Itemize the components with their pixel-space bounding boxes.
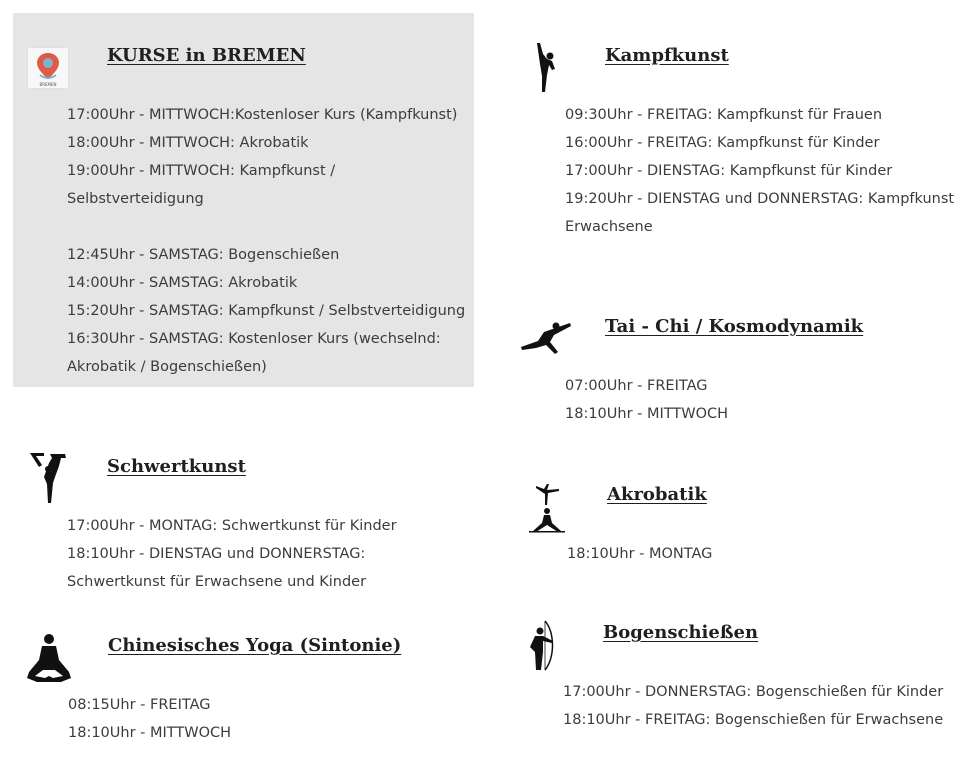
schedule-item: 14:00Uhr - SAMSTAG: Akrobatik [67, 275, 298, 291]
schedule-item: 16:30Uhr - SAMSTAG: Kostenloser Kurs (wechselnd: Akrobatik / Bogenschießen) [67, 331, 441, 375]
schedule-item: 16:00Uhr - FREITAG: Kampfkunst für Kinder [565, 135, 880, 151]
schedule-item: 07:00Uhr - FREITAG [565, 378, 708, 394]
schwertkunst-schedule [67, 512, 467, 596]
kurse-bremen-schedule [67, 101, 467, 381]
schedule-spacer [67, 213, 467, 241]
archer-silhouette-icon [527, 620, 563, 672]
akrobatik-schedule [567, 540, 947, 568]
bogenschiessen-schedule [563, 678, 958, 734]
bogenschiessen-title[interactable]: Bogenschießen [603, 622, 759, 643]
schedule-item: 09:30Uhr - FREITAG: Kampfkunst für Frauen [565, 107, 883, 123]
schedule-item: 19:00Uhr - MITTWOCH: Kampfkunst / Selbstverteidigung [67, 163, 336, 207]
schedule-item: 18:10Uhr - MONTAG [567, 546, 713, 562]
logo-caption: BREMEN [39, 82, 57, 87]
schedule-item: 18:00Uhr - MITTWOCH: Akrobatik [67, 135, 309, 151]
schedule-item: 19:20Uhr - DIENSTAG und DONNERSTAG: Kampfkunst Erwachsene [565, 191, 955, 235]
leg-stretch-silhouette-icon [28, 451, 68, 505]
meditation-silhouette-icon [25, 632, 73, 684]
schedule-item: 17:00Uhr - MITTWOCH:Kostenloser Kurs (Kampfkunst) [67, 107, 458, 123]
kampfkunst-schedule [565, 101, 955, 241]
schedule-item: 08:15Uhr - FREITAG [68, 697, 211, 713]
high-kick-silhouette-icon [531, 42, 561, 94]
acrobat-balance-silhouette-icon [527, 481, 567, 533]
akrobatik-title[interactable]: Akrobatik [607, 484, 707, 505]
yoga-title[interactable]: Chinesisches Yoga (Sintonie) [108, 635, 402, 656]
schedule-item: 17:00Uhr - MONTAG: Schwertkunst für Kinder [67, 518, 397, 534]
schedule-item: 18:10Uhr - DIENSTAG und DONNERSTAG: Schwertkunst für Erwachsene und Kinder [67, 546, 367, 590]
schedule-item: 18:10Uhr - MITTWOCH [68, 725, 232, 741]
kurse-bremen-title[interactable]: KURSE in BREMEN [107, 45, 306, 66]
lunge-silhouette-icon [520, 320, 572, 358]
bremen-logo-icon [27, 47, 69, 89]
yoga-schedule [68, 691, 468, 747]
schedule-item: 17:00Uhr - DONNERSTAG: Bogenschießen für Kinder [563, 684, 944, 700]
schwertkunst-title[interactable]: Schwertkunst [107, 456, 246, 477]
schedule-item: 17:00Uhr - DIENSTAG: Kampfkunst für Kinder [565, 163, 893, 179]
schedule-item: 18:10Uhr - MITTWOCH [565, 406, 729, 422]
kampfkunst-title[interactable]: Kampfkunst [605, 45, 729, 66]
taichi-schedule [565, 372, 955, 428]
schedule-item: 18:10Uhr - FREITAG: Bogenschießen für Erwachsene [563, 712, 944, 728]
taichi-title[interactable]: Tai - Chi / Kosmodynamik [605, 316, 864, 337]
schedule-item: 15:20Uhr - SAMSTAG: Kampfkunst / Selbstverteidigung [67, 303, 466, 319]
schedule-item: 12:45Uhr - SAMSTAG: Bogenschießen [67, 247, 340, 263]
